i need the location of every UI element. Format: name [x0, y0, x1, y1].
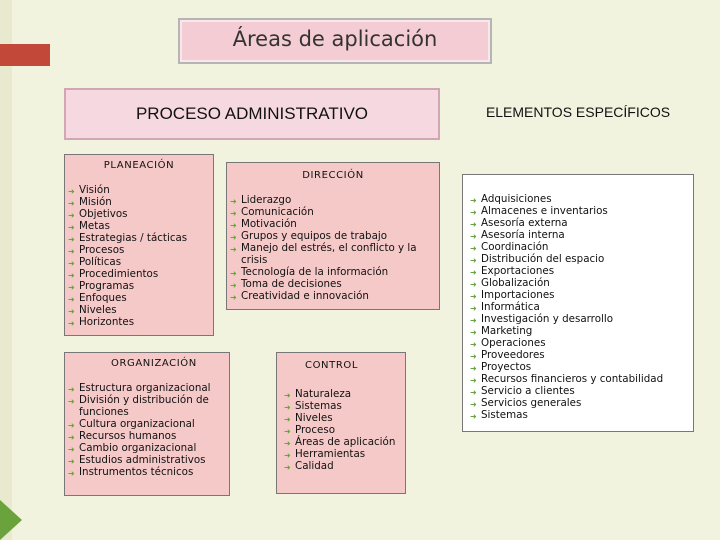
- list-item: [467, 253, 693, 265]
- list-item: [467, 349, 693, 361]
- arrow-right-icon: ➜: [470, 256, 477, 265]
- list-item-label: Marketing: [481, 325, 533, 337]
- arrow-right-icon: ➜: [68, 271, 75, 280]
- list-item-label: Recursos humanos: [79, 430, 177, 442]
- list-item: [467, 289, 693, 301]
- list-item-label: Distribución del espacio: [481, 253, 605, 265]
- arrow-right-icon: ➜: [68, 385, 75, 394]
- arrow-right-icon: ➜: [470, 364, 477, 373]
- list-item-label: Proveedores: [481, 349, 545, 361]
- list-item: [65, 394, 225, 418]
- control-box: [276, 352, 406, 494]
- list-item-label: Grupos y equipos de trabajo: [241, 230, 388, 242]
- arrow-right-icon: ➜: [470, 352, 477, 361]
- list-item: [467, 397, 693, 409]
- accent-bar: [0, 44, 50, 66]
- list-item-label: Adquisiciones: [481, 193, 552, 205]
- list-item-label: Investigación y desarrollo: [481, 313, 614, 325]
- list-item: [65, 232, 213, 244]
- list-item-label: Naturaleza: [295, 388, 352, 400]
- organizacion-box: [64, 352, 230, 496]
- list-item: [65, 280, 213, 292]
- list-item: [467, 217, 693, 229]
- arrow-right-icon: ➜: [284, 451, 291, 460]
- arrow-right-icon: ➜: [68, 319, 75, 328]
- arrow-right-icon: ➜: [68, 259, 75, 268]
- list-item-label: Manejo del estrés, el conflicto y la crisis: [241, 242, 417, 266]
- arrow-right-icon: ➜: [470, 244, 477, 253]
- arrow-right-icon: ➜: [470, 208, 477, 217]
- arrow-right-icon: ➜: [284, 391, 291, 400]
- list-item: [281, 460, 405, 472]
- list-item: [281, 424, 405, 436]
- direccion-list: [227, 194, 439, 302]
- list-item: [65, 382, 225, 394]
- list-item: [65, 304, 213, 316]
- list-item-label: Procesos: [79, 244, 125, 256]
- arrow-right-icon: ➜: [470, 328, 477, 337]
- list-item-label: Enfoques: [79, 292, 127, 304]
- list-item: [467, 277, 693, 289]
- list-item-label: Proceso: [295, 424, 335, 436]
- list-item: [65, 430, 225, 442]
- list-item-label: Misión: [79, 196, 112, 208]
- arrow-right-icon: ➜: [68, 199, 75, 208]
- list-item: [467, 205, 693, 217]
- list-item: [467, 373, 693, 385]
- arrow-right-icon: ➜: [230, 197, 237, 206]
- organizacion-heading: ORGANIZACIÓN: [111, 358, 197, 369]
- list-item: [227, 242, 433, 266]
- list-item: [65, 442, 225, 454]
- list-item-label: Objetivos: [79, 208, 128, 220]
- list-item-label: Motivación: [241, 218, 297, 230]
- list-item: [281, 412, 405, 424]
- list-item: [467, 409, 693, 421]
- arrow-right-icon: ➜: [68, 247, 75, 256]
- list-item: [65, 316, 213, 328]
- list-item-label: Almacenes e inventarios: [481, 205, 608, 217]
- arrow-right-icon: ➜: [284, 427, 291, 436]
- arrow-right-icon: ➜: [470, 304, 477, 313]
- arrow-right-icon: ➜: [68, 469, 75, 478]
- list-item-label: Tecnología de la información: [241, 266, 389, 278]
- organizacion-list: [65, 382, 229, 478]
- list-item: [467, 325, 693, 337]
- arrow-right-icon: ➜: [230, 233, 237, 242]
- list-item-label: Horizontes: [79, 316, 135, 328]
- arrow-right-icon: ➜: [470, 412, 477, 421]
- list-item: [65, 454, 225, 466]
- arrow-right-icon: ➜: [68, 307, 75, 316]
- list-item: [467, 241, 693, 253]
- list-item: [65, 418, 225, 430]
- list-item: [227, 290, 433, 302]
- arrow-right-icon: ➜: [470, 268, 477, 277]
- list-item-label: Comunicación: [241, 206, 314, 218]
- list-item-label: Asesoría interna: [481, 229, 565, 241]
- arrow-right-icon: ➜: [470, 400, 477, 409]
- arrow-right-icon: ➜: [470, 340, 477, 349]
- list-item-label: Niveles: [295, 412, 333, 424]
- elementos-list: [463, 193, 693, 421]
- arrow-right-icon: ➜: [470, 376, 477, 385]
- list-item-label: Liderazgo: [241, 194, 292, 206]
- arrow-right-icon: ➜: [284, 403, 291, 412]
- control-heading: CONTROL: [305, 360, 359, 371]
- list-item: [467, 301, 693, 313]
- list-item-label: Proyectos: [481, 361, 532, 373]
- list-item: [281, 400, 405, 412]
- proceso-administrativo-label: PROCESO ADMINISTRATIVO: [135, 104, 369, 123]
- arrow-right-icon: ➜: [230, 221, 237, 230]
- arrow-right-icon: ➜: [68, 235, 75, 244]
- list-item-label: Toma de decisiones: [241, 278, 342, 290]
- list-item-label: Sistemas: [481, 409, 528, 421]
- list-item-label: División y distribución de funciones: [79, 394, 209, 418]
- list-item: [467, 265, 693, 277]
- arrow-right-icon: ➜: [470, 292, 477, 301]
- list-item-label: Importaciones: [481, 289, 555, 301]
- arrow-right-icon: ➜: [470, 316, 477, 325]
- slide-title-box: [178, 18, 492, 64]
- list-item: [65, 220, 213, 232]
- arrow-right-icon: ➜: [68, 397, 75, 406]
- list-item: [227, 206, 433, 218]
- list-item-label: Estructura organizacional: [79, 382, 211, 394]
- corner-triangle-icon: [0, 500, 22, 540]
- list-item: [467, 385, 693, 397]
- list-item: [227, 230, 433, 242]
- list-item-label: Niveles: [79, 304, 117, 316]
- list-item: [227, 278, 433, 290]
- list-item-label: Globalización: [481, 277, 550, 289]
- list-item-label: Coordinación: [481, 241, 549, 253]
- arrow-right-icon: ➜: [230, 269, 237, 278]
- arrow-right-icon: ➜: [284, 463, 291, 472]
- left-decorative-stripe: [0, 0, 12, 540]
- elementos-especificos-header: ELEMENTOS ESPECÍFICOS: [485, 104, 671, 120]
- list-item-label: Visión: [79, 184, 110, 196]
- elementos-box: [462, 174, 694, 432]
- arrow-right-icon: ➜: [470, 280, 477, 289]
- list-item: [467, 361, 693, 373]
- list-item-label: Calidad: [295, 460, 334, 472]
- list-item: [281, 448, 405, 460]
- arrow-right-icon: ➜: [68, 421, 75, 430]
- arrow-right-icon: ➜: [68, 283, 75, 292]
- list-item-label: Cultura organizacional: [79, 418, 195, 430]
- list-item: [65, 268, 213, 280]
- list-item-label: Programas: [79, 280, 135, 292]
- list-item-label: Informática: [481, 301, 540, 313]
- arrow-right-icon: ➜: [68, 187, 75, 196]
- slide-title: Áreas de aplicación: [232, 27, 438, 51]
- arrow-right-icon: ➜: [284, 415, 291, 424]
- arrow-right-icon: ➜: [230, 293, 237, 302]
- list-item: [227, 194, 433, 206]
- list-item-label: Operaciones: [481, 337, 546, 349]
- list-item-label: Exportaciones: [481, 265, 555, 277]
- list-item-label: Asesoría externa: [481, 217, 568, 229]
- list-item: [65, 292, 213, 304]
- list-item: [65, 208, 213, 220]
- list-item: [467, 313, 693, 325]
- arrow-right-icon: ➜: [230, 209, 237, 218]
- arrow-right-icon: ➜: [68, 211, 75, 220]
- planeacion-box: [64, 154, 214, 336]
- list-item-label: Procedimientos: [79, 268, 159, 280]
- list-item: [65, 244, 213, 256]
- list-item-label: Áreas de aplicación: [295, 436, 396, 448]
- arrow-right-icon: ➜: [470, 232, 477, 241]
- list-item-label: Creatividad e innovación: [241, 290, 369, 302]
- list-item-label: Estudios administrativos: [79, 454, 206, 466]
- list-item-label: Cambio organizacional: [79, 442, 197, 454]
- list-item-label: Servicios generales: [481, 397, 582, 409]
- arrow-right-icon: ➜: [68, 223, 75, 232]
- arrow-right-icon: ➜: [230, 281, 237, 290]
- direccion-heading: DIRECCIÓN: [302, 170, 364, 181]
- planeacion-list: [65, 184, 213, 328]
- arrow-right-icon: ➜: [68, 457, 75, 466]
- list-item-label: Metas: [79, 220, 110, 232]
- planeacion-heading: PLANEACIÓN: [103, 160, 175, 171]
- list-item-label: Herramientas: [295, 448, 366, 460]
- arrow-right-icon: ➜: [230, 245, 237, 254]
- list-item: [65, 184, 213, 196]
- list-item: [65, 256, 213, 268]
- arrow-right-icon: ➜: [470, 388, 477, 397]
- list-item: [281, 388, 405, 400]
- arrow-right-icon: ➜: [470, 220, 477, 229]
- arrow-right-icon: ➜: [470, 196, 477, 205]
- arrow-right-icon: ➜: [68, 433, 75, 442]
- list-item-label: Políticas: [79, 256, 122, 268]
- list-item: [65, 196, 213, 208]
- control-list: [277, 388, 405, 472]
- list-item: [281, 436, 405, 448]
- arrow-right-icon: ➜: [284, 439, 291, 448]
- list-item: [467, 229, 693, 241]
- list-item-label: Servicio a clientes: [481, 385, 575, 397]
- list-item-label: Estrategias / tácticas: [79, 232, 188, 244]
- list-item: [227, 266, 433, 278]
- list-item-label: Instrumentos técnicos: [79, 466, 194, 478]
- list-item: [467, 337, 693, 349]
- direccion-box: [226, 162, 440, 310]
- list-item: [65, 466, 225, 478]
- list-item-label: Sistemas: [295, 400, 342, 412]
- list-item: [227, 218, 433, 230]
- arrow-right-icon: ➜: [68, 295, 75, 304]
- list-item-label: Recursos financieros y contabilidad: [481, 373, 664, 385]
- arrow-right-icon: ➜: [68, 445, 75, 454]
- proceso-administrativo-header: [64, 88, 440, 140]
- list-item: [467, 193, 693, 205]
